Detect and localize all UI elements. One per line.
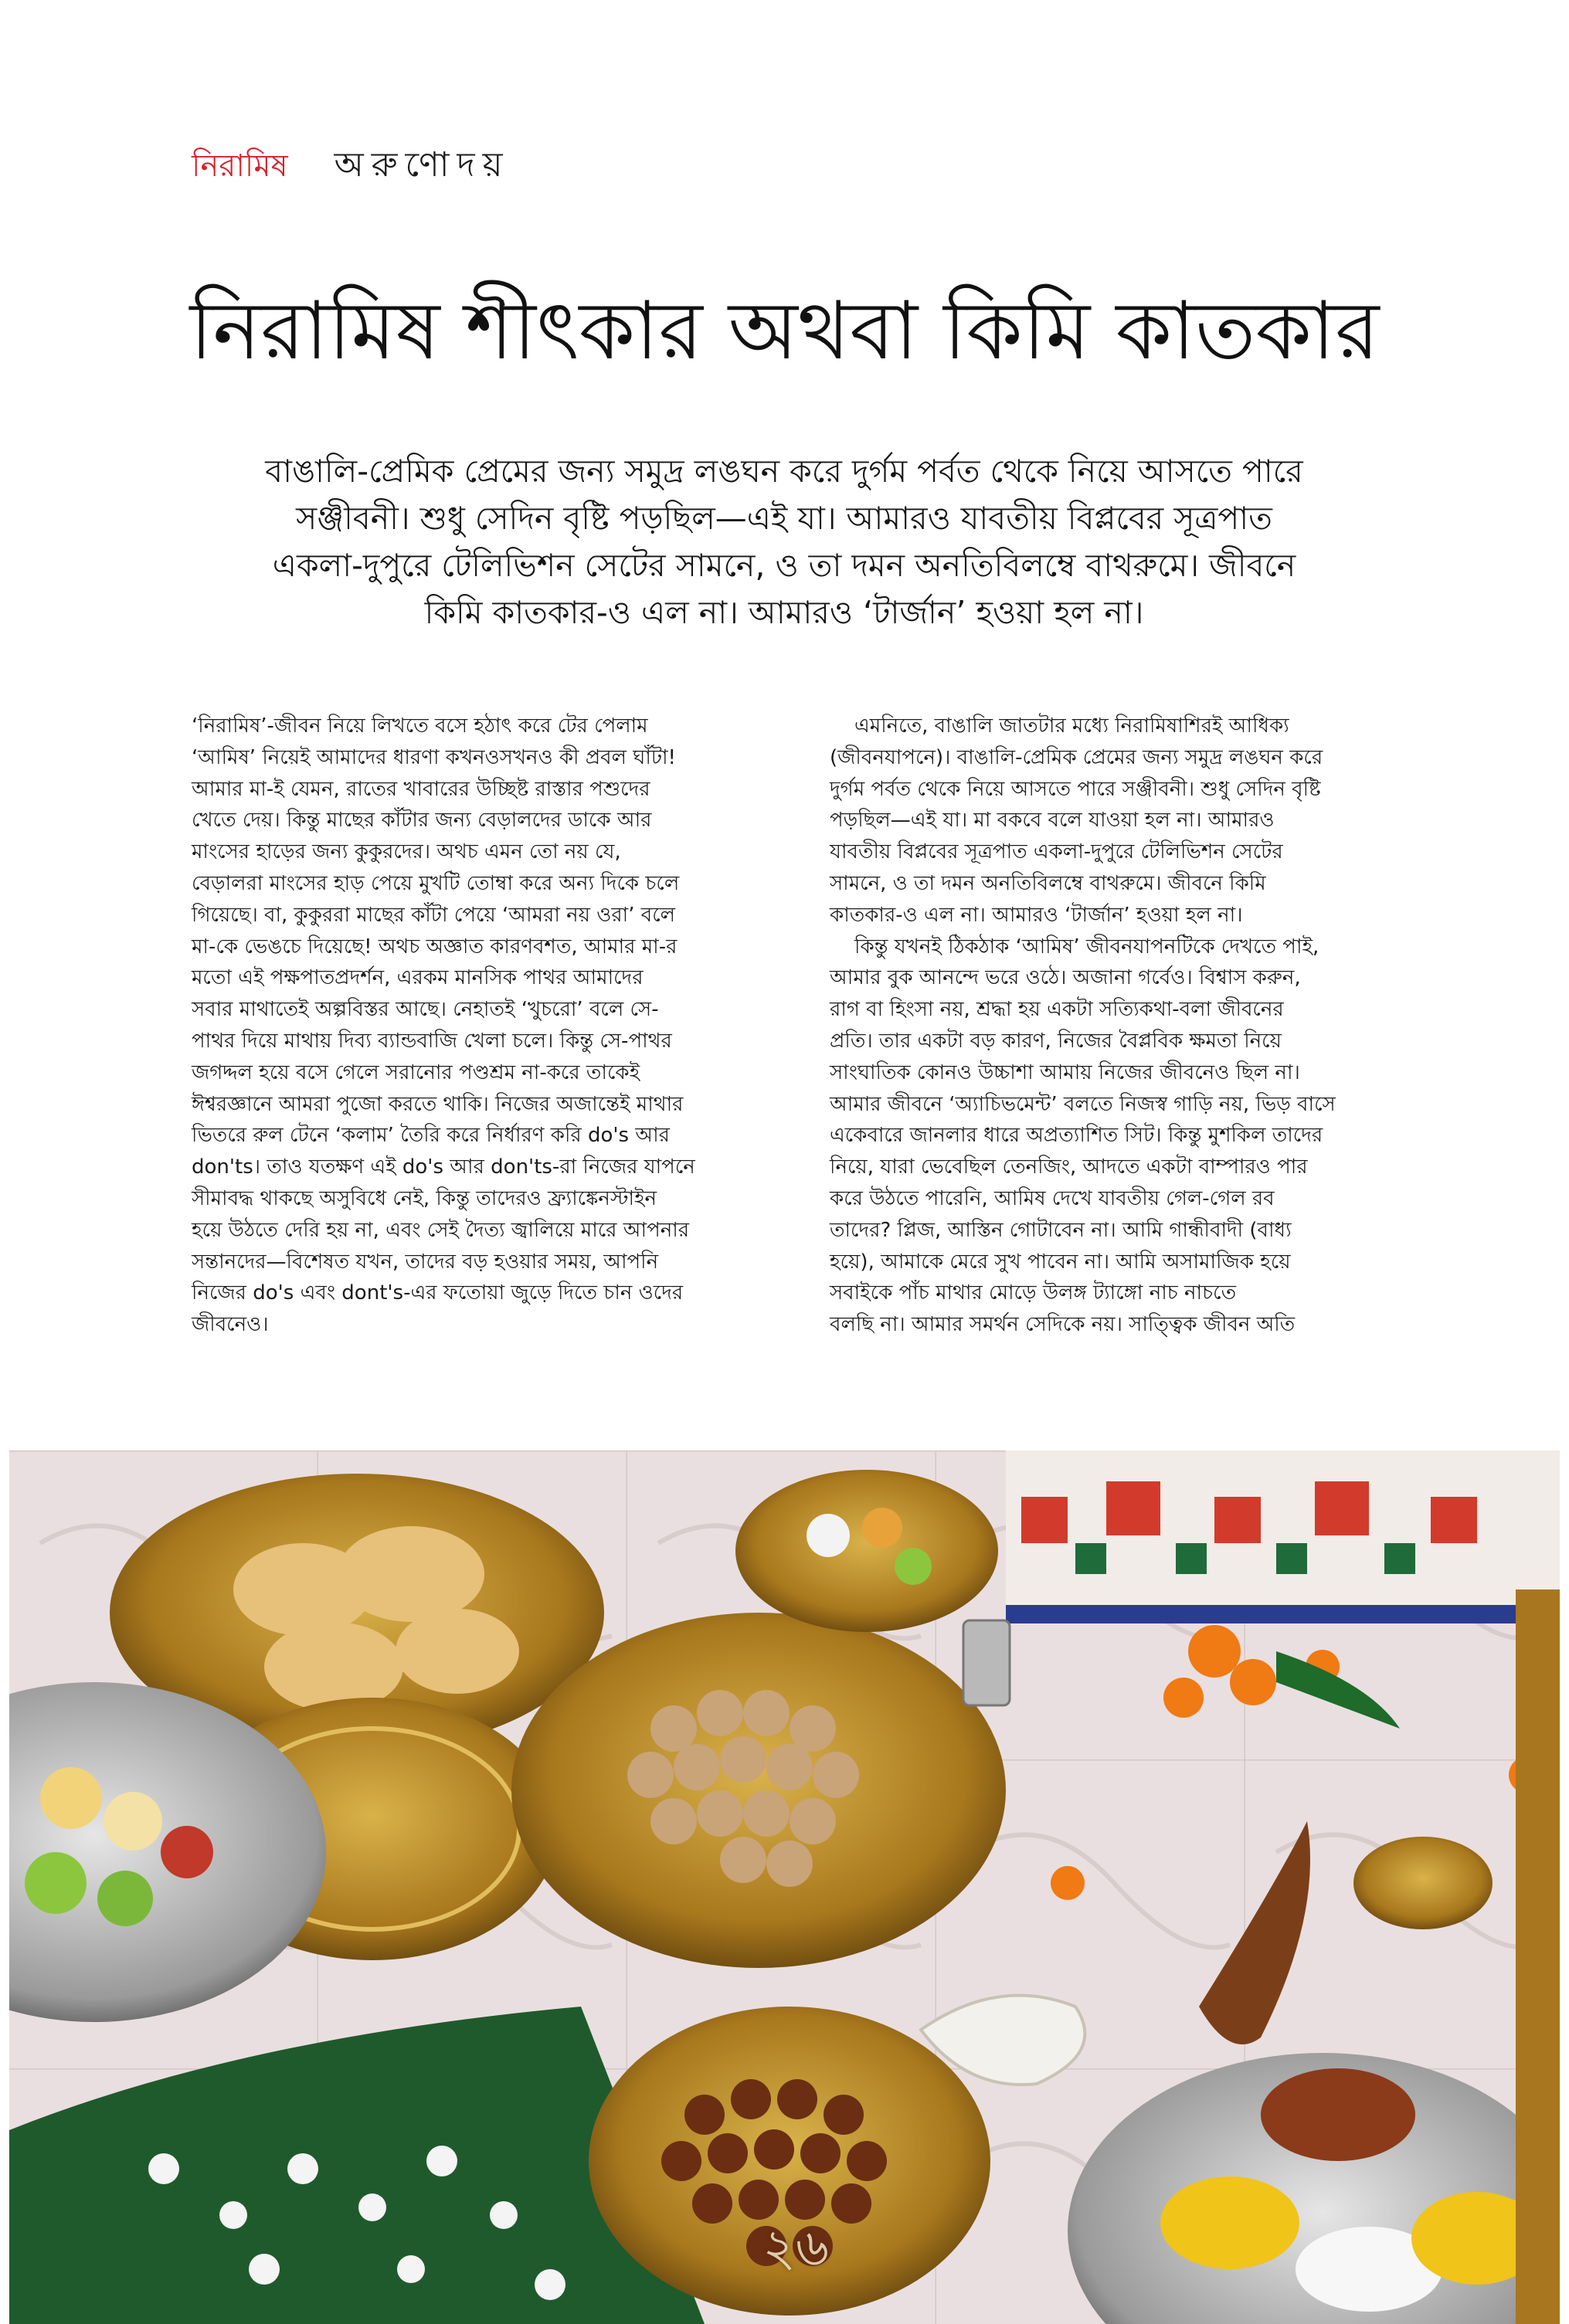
body-line: এমনিতে, বাঙালি জাতটার মধ্যে নিরামিষাশিরই আধিক্য [854, 714, 1289, 738]
article-lede [139, 448, 1429, 636]
body-line: করে উঠতে পারেনি, আমিষ দেখে যাবতীয় গেল-গেল রব [830, 1186, 1275, 1210]
body-line: ভিতরে রুল টেনে ‘কলাম’ তৈরি করে নির্ধারণ করি do's আর [192, 1124, 670, 1148]
body-line: মতো এই পক্ষপাতপ্রদর্শন, এরকম মানসিক পাথর আমাদের [192, 966, 644, 990]
body-line: হয়ে উঠতে দেরি হয় না, এবং সেই দৈত্য জ্বালিয়ে মারে আপনার [192, 1218, 690, 1242]
body-line: সন্তানদের—বিশেষত যখন, তাদের বড় হওয়ার সময়, আপনি [192, 1250, 659, 1274]
body-line: ঈশ্বরজ্ঞানে আমরা পুজো করতে থাকি। নিজের অজান্তেই মাথার [192, 1092, 684, 1116]
body-column-right [830, 711, 1417, 1341]
body-line: জগদ্দল হয়ে বসে গেলে সরানোর পণ্ডশ্রম না-করে তাকেই [192, 1060, 640, 1084]
body-line: হয়ে), আমাকে মেরে সুখ পাবেন না। আমি অসামাজিক হয়ে [830, 1250, 1291, 1274]
body-line: মাংসের হাড়ের জন্য কুকুরদের। অথচ এমন তো নয় যে, [192, 840, 621, 864]
body-line: প্রতি। তার একটা বড় কারণ, নিজের বৈপ্লবিক ক্ষমতা নিয়ে [830, 1029, 1282, 1053]
body-line: জীবনেও। [192, 1313, 269, 1337]
offering-photo [9, 1450, 1560, 2324]
body-line: ‘আমিষ’ নিয়েই আমাদের ধারণা কখনওসখনও কী প্রবল ঘাঁটা! [192, 745, 676, 769]
body-line: দুর্গম পর্বত থেকে নিয়ে আসতে পারে সঞ্জীবনী। শুধু সেদিন বৃষ্টি [830, 777, 1321, 801]
body-line: don'ts। তাও যতক্ষণ এই do's আর don'ts-রা নিজের যাপনে [192, 1155, 695, 1179]
body-line: খেতে দেয়। কিন্তু মাছের কাঁটার জন্য বেড়ালদের ডাকে আর [192, 809, 652, 833]
body-line: বেড়ালরা মাংসের হাড় পেয়ে মুখটি তোম্বা করে অন্য দিকে চলে [192, 871, 680, 895]
body-line: সীমাবদ্ধ থাকছে অসুবিধে নেই, কিন্তু তাদেরও ফ্র্যাঙ্কেনস্টাইন [192, 1186, 657, 1210]
article-title: নিরামিষ শীৎকার অথবা কিমি কাতকার [189, 283, 1380, 378]
body-line: নিয়ে, যারা ভেবেছিল তেনজিং, আদতে একটা বাম্পারও পার [830, 1155, 1308, 1179]
lede-line: বাঙালি-প্রেমিক প্রেমের জন্য সমুদ্র লঙঘন করে দুর্গম পর্বত থেকে নিয়ে আসতে পারে [265, 453, 1303, 490]
page-number: ২৬ [762, 2218, 829, 2278]
lede-line: একলা-দুপুরে টেলিভিশন সেটের সামনে, ও তা দমন অনতিবিলম্বে বাথরুমে। জীবনে [272, 547, 1296, 584]
body-line: কিন্তু যখনই ঠিকঠাক ‘আমিষ’ জীবনযাপনটিকে দেখতে পাই, [854, 935, 1319, 958]
body-line: ‘নিরামিষ’-জীবন নিয়ে লিখতে বসে হঠাৎ করে টের পেলাম [192, 714, 648, 738]
page-header [192, 139, 511, 193]
body-line: সামনে, ও তা দমন অনতিবিলম্বে বাথরুমে। জীবনে কিমি [830, 871, 1266, 895]
body-line: পড়ছিল—এই যা। মা বকবে বলে যাওয়া হল না। আমারও [830, 809, 1275, 833]
body-line: তাদের? প্লিজ, আস্তিন গোটাবেন না। আমি গান্ধীবাদী (বাধ্য [830, 1218, 1292, 1242]
body-line: সবাইকে পাঁচ মাথার মোড়ে উলঙ্গ ট্যাঙ্গো নাচ নাচতে [830, 1281, 1237, 1305]
body-line: বলছি না। আমার সমর্থন সেদিকে নয়। সাত্ত্বিক জীবন অতি [830, 1313, 1296, 1337]
offering-photo-illustration [9, 1450, 1560, 2324]
body-line: মা-কে ভেঙচে দিয়েছে! অথচ অজ্ঞাত কারণবশত, আমার মা-র [192, 935, 678, 958]
lede-line: কিমি কাতকার-ও এল না। আমারও ‘টার্জান’ হওয়া হল না। [424, 594, 1144, 631]
body-line: সবার মাথাতেই অল্পবিস্তর আছে। নেহাতই ‘খুচরো’ বলে সে- [192, 998, 659, 1022]
body-line: যাবতীয় বিপ্লবের সূত্রপাত একলা-দুপুরে টেলিভিশন সেটের [830, 840, 1283, 864]
body-column-left [192, 711, 779, 1341]
body-line: আমার বুক আনন্দে ভরে ওঠে। অজানা গর্বেও। বিশ্বাস করুন, [830, 966, 1301, 990]
body-line: গিয়েছে। বা, কুকুররা মাছের কাঁটা পেয়ে ‘আমরা নয় ওরা’ বলে [192, 903, 676, 927]
body-line: (জীবনযাপনে)। বাঙালি-প্রেমিক প্রেমের জন্য সমুদ্র লঙঘন করে [830, 745, 1323, 769]
body-line: আমার জীবনে ‘অ্যাচিভমেন্ট’ বলতে নিজস্ব গাড়ি নয়, ভিড় বাসে [830, 1092, 1336, 1116]
body-line: কাতকার-ও এল না। আমারও ‘টার্জান’ হওয়া হল না। [830, 903, 1243, 927]
body-line: পাথর দিয়ে মাথায় দিব্য ব্যান্ডবাজি খেলা চলে। কিন্তু সে-পাথর [192, 1029, 672, 1053]
lede-line: সঞ্জীবনী। শুধু সেদিন বৃষ্টি পড়ছিল—এই যা। আমারও যাবতীয় বিপ্লবের সূত্রপাত [296, 500, 1272, 537]
body-line: আমার মা-ই যেমন, রাতের খাবারের উচ্ছিষ্ট রাস্তার পশুদের [192, 777, 650, 801]
author-name: অরুণোদয় [334, 145, 511, 185]
body-line: রাগ বা হিংসা নয়, শ্রদ্ধা হয় একটা সত্যিকথা-বলা জীবনের [830, 998, 1284, 1022]
body-line: সাংঘাতিক কোনও উচ্চাশা আমায় নিজের জীবনেও ছিল না। [830, 1060, 1300, 1084]
body-line: নিজের do's এবং dont's-এর ফতোয়া জুড়ে দিতে চান ওদের [192, 1281, 684, 1305]
body-line: একেবারে জানলার ধারে অপ্রত্যাশিত সিট। কিন্তু মুশকিল তাদের [830, 1124, 1323, 1148]
section-label: নিরামিষ [192, 148, 288, 184]
